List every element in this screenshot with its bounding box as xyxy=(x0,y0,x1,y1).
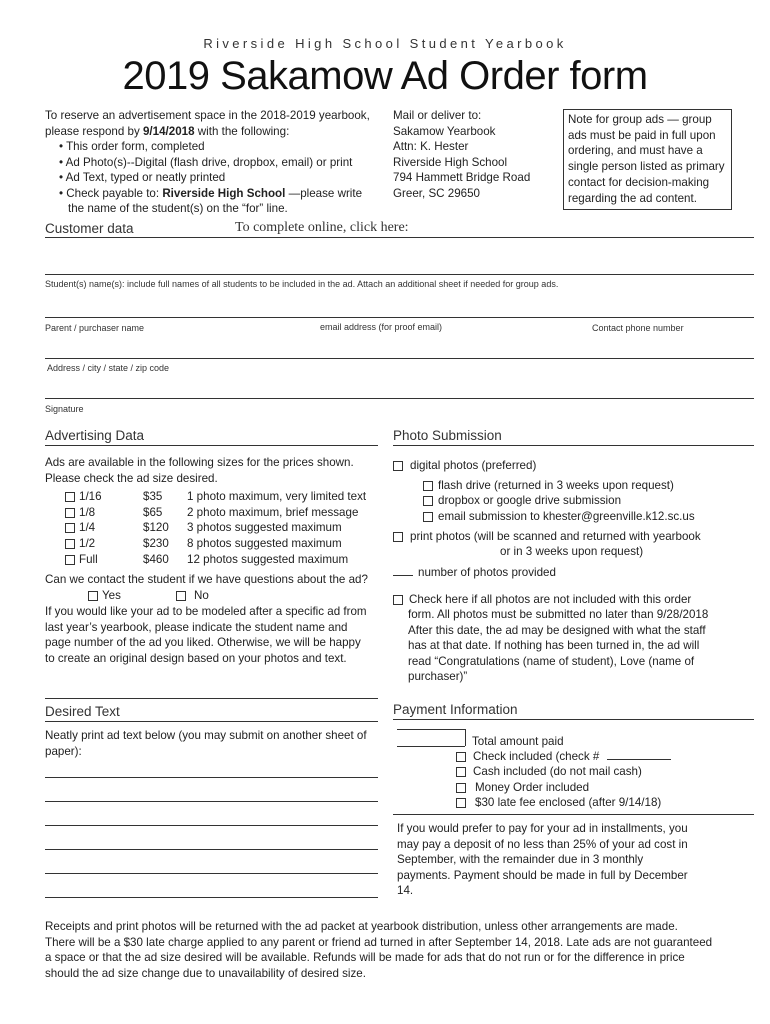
page-title: 2019 Sakamow Ad Order form xyxy=(122,54,648,98)
mail-line: Mail or deliver to: xyxy=(393,109,482,122)
mail-line: Greer, SC 29650 xyxy=(393,186,481,200)
check-included-option[interactable] xyxy=(456,749,671,765)
option-label: Money Order included xyxy=(475,781,590,794)
ad-size-row[interactable] xyxy=(65,489,366,505)
divider xyxy=(393,445,754,446)
ad-price: $460 xyxy=(143,552,169,566)
installment-line: may pay a deposit of no less than 25% of your ad cost in xyxy=(397,837,688,851)
late-fee-option[interactable] xyxy=(456,795,661,811)
ad-text-line-4[interactable] xyxy=(45,849,378,850)
installment-info xyxy=(397,821,752,899)
installment-line: September, with the remainder due in 3 monthly xyxy=(397,853,644,866)
intro-line: To reserve an advertisement space in the 2018-2019 yearbook, xyxy=(45,109,370,122)
checkbox[interactable] xyxy=(423,496,433,506)
installment-line: If you would prefer to pay for your ad in installments, you xyxy=(397,822,688,835)
total-amount-underline xyxy=(397,746,465,747)
email-label: email address (for proof email) xyxy=(320,322,443,332)
mail-line: Sakamow Yearbook xyxy=(393,124,496,138)
checkbox[interactable] xyxy=(65,492,75,502)
check-number-blank[interactable] xyxy=(607,749,671,760)
checkbox[interactable] xyxy=(65,523,75,533)
intro-text: —please write xyxy=(285,186,363,200)
contact-yes-option[interactable] xyxy=(88,588,121,604)
option-label: dropbox or google drive submission xyxy=(438,494,622,507)
intro-text: with the following: xyxy=(194,124,290,138)
payee-name: Riverside High School xyxy=(162,186,286,200)
students-label: Student(s) name(s): include full names of all students to be included in the ad. Attach an additional sheet if needed for group ads. xyxy=(45,279,559,289)
ad-size-row[interactable] xyxy=(65,505,366,521)
option-label: flash drive (returned in 3 weeks upon request) xyxy=(438,479,674,492)
ad-price: $230 xyxy=(143,537,169,551)
cash-included-option[interactable] xyxy=(456,764,642,780)
deadline-line: read “Congratulations (name of student), Love (name of xyxy=(408,654,695,668)
divider xyxy=(45,698,378,699)
instruction-line: Neatly print ad text below (you may submit on another sheet of xyxy=(45,729,367,742)
checkbox[interactable] xyxy=(65,508,75,518)
deadline-line: has at that date. If nothing has been turned in, the ad will xyxy=(408,639,700,652)
intro-line xyxy=(45,124,390,140)
payment-heading: Payment Information xyxy=(393,702,518,717)
advertising-intro-line: Ads are available in the following sizes for the prices shown. xyxy=(45,456,354,469)
ad-text-line-3[interactable] xyxy=(45,825,378,826)
intro-text: • Check payable to: xyxy=(59,186,163,200)
due-date: 9/14/2018 xyxy=(142,124,195,138)
print-photos-note: or in 3 weeks upon request) xyxy=(500,545,644,558)
checkbox[interactable] xyxy=(456,752,466,762)
model-line: to create an original design based on your photos and text. xyxy=(45,651,347,665)
ad-size-table xyxy=(65,489,366,568)
option-label: Cash included (do not mail cash) xyxy=(473,765,642,778)
checkbox[interactable] xyxy=(65,539,75,549)
address-label: Address / city / state / zip code xyxy=(47,363,170,373)
contact-question: Can we contact the student if we have questions about the ad? xyxy=(45,573,368,586)
total-amount-label: Total amount paid xyxy=(472,735,564,748)
ad-desc: 1 photo maximum, very limited text xyxy=(187,490,367,503)
ad-size-row[interactable] xyxy=(65,552,366,568)
intro-item: • This order form, completed xyxy=(59,140,205,153)
installment-line: payments. Payment should be made in full by December xyxy=(397,868,688,882)
option-label: print photos (will be scanned and returned with yearbook xyxy=(410,530,701,543)
intro-item: the name of the student(s) on the “for” line. xyxy=(68,202,288,215)
address-field[interactable] xyxy=(45,358,754,359)
checkbox[interactable] xyxy=(393,532,403,542)
option-label: number of photos provided xyxy=(418,566,556,579)
customer-data-heading: Customer data xyxy=(45,221,134,236)
instruction-line: paper): xyxy=(45,744,82,758)
deadline-line: purchaser)” xyxy=(408,670,468,683)
photos-not-included-option[interactable] xyxy=(393,592,691,608)
ad-price: $65 xyxy=(143,505,163,519)
advertising-intro xyxy=(45,455,390,486)
ad-size: 1/16 xyxy=(79,490,102,503)
deadline-line: form. All photos must be submitted no later than 9/28/2018 xyxy=(408,608,709,621)
school-name: Riverside High School Student Yearbook xyxy=(203,36,567,51)
mail-line: Riverside High School xyxy=(393,155,508,169)
checkbox[interactable] xyxy=(456,767,466,777)
phone-label: Contact phone number xyxy=(592,323,684,333)
ad-text-line-2[interactable] xyxy=(45,801,378,802)
intro-text: please respond by xyxy=(45,124,143,138)
desired-text-instructions xyxy=(45,728,390,759)
divider xyxy=(45,237,754,238)
no-label: No xyxy=(194,589,209,602)
divider xyxy=(393,814,754,815)
installment-line: 14. xyxy=(397,884,414,897)
mail-line: Attn: K. Hester xyxy=(393,140,469,153)
checkbox[interactable] xyxy=(456,798,466,808)
ad-size: Full xyxy=(79,552,98,566)
total-amount-box[interactable] xyxy=(397,729,466,746)
print-photos-option[interactable] xyxy=(393,529,701,545)
yes-label: Yes xyxy=(102,589,121,602)
intro-item: • Ad Text, typed or neatly printed xyxy=(59,171,226,184)
deadline-line: After this date, the ad may be designed with what the staff xyxy=(408,623,706,637)
checkbox[interactable] xyxy=(88,591,98,601)
divider xyxy=(45,721,378,722)
ad-desc: 12 photos suggested maximum xyxy=(187,552,349,566)
students-field[interactable] xyxy=(45,274,754,275)
ad-text-line-5[interactable] xyxy=(45,873,378,874)
terms-line: Receipts and print photos will be returned with the ad packet at yearbook distribution, unless other arrangements are made. xyxy=(45,920,678,933)
model-line: page number of the ad you liked. Otherwise, we will be happy xyxy=(45,636,361,649)
ad-size: 1/4 xyxy=(79,521,96,535)
photo-count-field[interactable] xyxy=(393,564,556,581)
ad-price: $35 xyxy=(143,490,163,503)
divider xyxy=(45,445,378,446)
photos-deadline-text xyxy=(408,607,748,685)
mail-line: 794 Hammett Bridge Road xyxy=(393,171,531,184)
ad-size-row[interactable] xyxy=(65,520,366,536)
complete-online-link[interactable]: To complete online, click here: xyxy=(235,220,409,235)
intro-item xyxy=(45,186,390,202)
divider xyxy=(393,719,754,720)
model-line: If you would like your ad to be modeled after a specific ad from xyxy=(45,605,367,618)
parent-label: Parent / purchaser name xyxy=(45,323,145,333)
terms-line: a space or that the ad size desired will be available. Refunds will be made for ads that do not run or for the difference in price xyxy=(45,951,685,964)
checkbox[interactable] xyxy=(176,591,186,601)
checkbox[interactable] xyxy=(393,595,403,605)
money-order-option[interactable] xyxy=(456,780,589,796)
ad-text-line-1[interactable] xyxy=(45,777,378,778)
photo-heading: Photo Submission xyxy=(393,428,502,443)
email-submission-option[interactable] xyxy=(423,509,695,525)
checkbox[interactable] xyxy=(456,783,466,793)
option-label: digital photos (preferred) xyxy=(410,459,537,472)
ad-desc: 3 photos suggested maximum xyxy=(187,521,342,535)
ad-size: 1/8 xyxy=(79,505,96,519)
signature-label: Signature xyxy=(45,404,84,414)
advertising-heading: Advertising Data xyxy=(45,428,145,443)
checkbox[interactable] xyxy=(423,512,433,522)
group-ads-note: Note for group ads — group ads must be paid in full upon ordering, and must have a single person listed as primary contact for decision-making regarding the ad content. xyxy=(563,109,732,210)
ad-desc: 8 photos suggested maximum xyxy=(187,537,342,551)
mailing-address xyxy=(393,108,563,201)
option-label: Check included (check # xyxy=(473,750,600,763)
checkbox[interactable] xyxy=(65,555,75,565)
model-line: last year’s yearbook, please indicate the student name and xyxy=(45,620,348,634)
desired-text-heading: Desired Text xyxy=(45,704,120,719)
terms-line: There will be a $30 late charge applied to any parent or friend ad turned in after September 14, 2018. Late ads are not guaranteed xyxy=(45,935,713,949)
ad-size-row[interactable] xyxy=(65,536,366,552)
intro-instructions xyxy=(45,108,390,217)
terms-footer xyxy=(45,919,760,981)
ad-text-line-6[interactable] xyxy=(45,897,378,898)
contact-field[interactable] xyxy=(45,317,754,318)
signature-field[interactable] xyxy=(45,398,754,399)
photo-count-blank[interactable] xyxy=(393,564,413,576)
option-label: Check here if all photos are not included with this order xyxy=(409,593,692,606)
checkbox[interactable] xyxy=(393,461,403,471)
checkbox[interactable] xyxy=(423,481,433,491)
terms-line: should the ad size change due to unavailability of desired size. xyxy=(45,966,366,980)
option-label: email submission to khester@greenville.k12.sc.us xyxy=(438,510,695,523)
option-label: $30 late fee enclosed (after 9/14/18) xyxy=(475,796,662,809)
ad-size: 1/2 xyxy=(79,537,96,551)
dropbox-option[interactable] xyxy=(423,493,621,509)
advertising-intro-line: Please check the ad size desired. xyxy=(45,471,218,485)
contact-no-option[interactable] xyxy=(176,588,209,604)
digital-photos-option[interactable] xyxy=(393,458,536,474)
ad-desc: 2 photo maximum, brief message xyxy=(187,505,359,519)
flash-drive-option[interactable] xyxy=(423,478,674,494)
ad-price: $120 xyxy=(143,521,169,535)
model-ad-instructions xyxy=(45,604,390,666)
intro-item: • Ad Photo(s)--Digital (flash drive, dropbox, email) or print xyxy=(59,155,353,169)
